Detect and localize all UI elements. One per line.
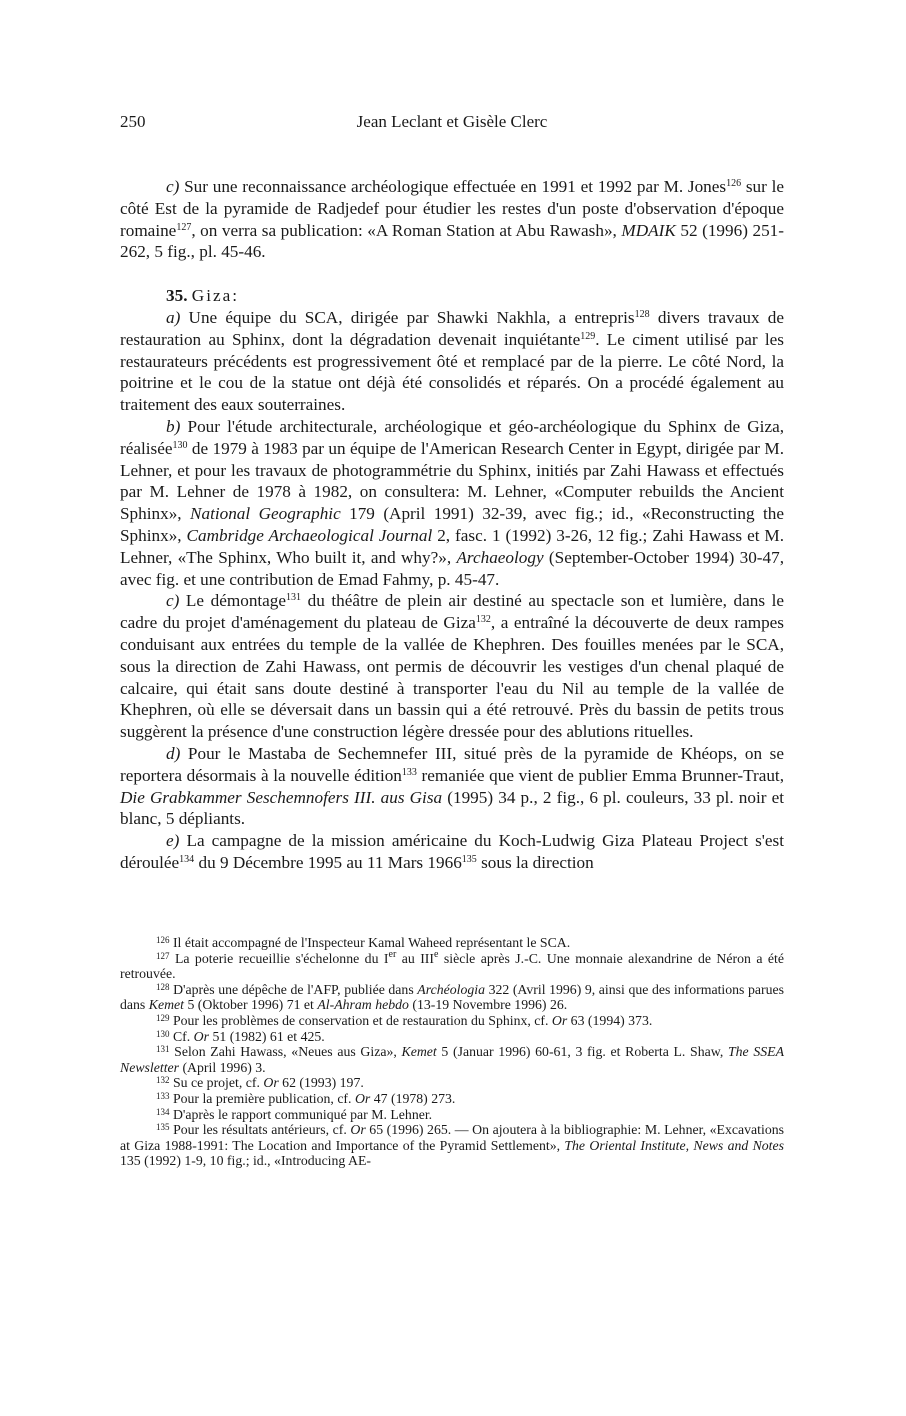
footnote-128: $^{128}$ D'après une dépêche de l'AFP, publiée dans Archéologia 322 (Avril 1996) 9, ainsi que des informations parues dans Kemet 5 (Oktober 1996) 71 et Al-Ahram hebdo (13-19 Novembre 1996) 26. bbox=[120, 981, 785, 1013]
footnote-135: $^{135}$ Pour les résultats antérieurs, cf. Or 65 (1996) 265. — On ajoutera à la bibliographie: M. Lehner, «Excavations at Giza 1988-1991: The Location and Importance of the Pyramid Settlement», The Oriental Institute, News and Notes 135 (1992) 1-9, 10 fig.; id., «Introducing AE- bbox=[120, 1122, 784, 1169]
footnote-ref: 128 bbox=[634, 308, 650, 320]
paragraph-e: e) La campagne de la mission américaine du Koch-Ludwig Giza Plateau Project s'est déroulée$^{134}$ du 9 Décembre 1995 au 11 Mars 1966$^{135}$ sous la direction bbox=[120, 831, 784, 872]
page-header bbox=[120, 112, 784, 134]
item-label: c) bbox=[166, 591, 180, 611]
footnote-ref: 134 bbox=[179, 853, 195, 865]
footnote-ref: 126 bbox=[726, 178, 742, 189]
footnote-number: 127 bbox=[156, 950, 170, 961]
footnote-127: $^{127}$ La poterie recueillie s'échelonne du Ier au IIIe siècle après J.-C. Une monnaie alexandrine de Néron a été retrouvée. bbox=[120, 948, 784, 982]
paragraph-d: d) Pour le Mastaba de Sechemnefer III, situé près de la pyramide de Khéops, on se reportera désormais à la nouvelle édition$^{133}$ remaniée que vient de publier Emma Brunner-Traut, Die Grabkammer Seschemnofers III. aus Gisa (1995) 34 p., 2 fig., 6 pl. couleurs, 33 pl. noir et blanc, 5 dépliants. bbox=[120, 743, 784, 829]
footnote-ref: 127 bbox=[176, 221, 192, 233]
section-title: Giza: bbox=[191, 286, 240, 306]
footnotes bbox=[120, 935, 784, 1169]
footnote-ref: 132 bbox=[475, 614, 491, 626]
footnote-number: 129 bbox=[156, 1012, 170, 1023]
item-label: d) bbox=[166, 743, 181, 763]
section-heading bbox=[120, 285, 784, 307]
paragraph-a: a) Une équipe du SCA, dirigée par Shawki Nakhla, a entrepris$^{128}$ divers travaux de restauration au Sphinx, dont la dégradation devenait inquiétante$^{129}$. Le ciment utilisé par les restaurateurs précédents est progressivement ôté et remplacé par de la pierre. Le côté Nord, la poitrine et le cou de la statue ont déjà été consolidés et réparés. On a procédé également au traitement des eaux souterraines. bbox=[120, 307, 784, 415]
footnote-ref: 131 bbox=[286, 592, 302, 604]
paragraph-c: c) Le démontage$^{131}$ du théâtre de plein air destiné au spectacle son et lumière, dans le cadre du projet d'aménagement du plateau de Giza$^{132}$, a entraîné la découverte de deux rampes conduisant aux entrées du temple de la vallée de Khephren. Des fouilles menées par le SCA, sous la direction de Zahi Hawass, ont permis de découvrir les vestiges d'un chenal plaqué de calcaire, qui était sans doute destiné à transporter l'eau du Nil au temple de la vallée de Khephren, où elle se déversait dans un bassin qui a été retrouvé. Près du bassin de petits trous suggèrent la présence d'une construction légère dressée pour des ablutions rituelles. bbox=[120, 591, 784, 742]
footnote-number: 128 bbox=[156, 981, 170, 992]
footnote-number: 130 bbox=[156, 1028, 170, 1039]
footnote-129: $^{129}$ Pour les problèmes de conservation et de restauration du Sphinx, cf. Or 63 (1994) 373. bbox=[156, 1012, 653, 1028]
footnote-ref: 129 bbox=[580, 330, 596, 342]
footnote-number: 134 bbox=[156, 1106, 170, 1117]
footnote-number: 132 bbox=[156, 1075, 170, 1086]
footnote-number: 131 bbox=[156, 1044, 170, 1055]
footnote-ref: 133 bbox=[401, 766, 417, 778]
footnote-132: $^{132}$ Su ce projet, cf. Or 62 (1993) 197. bbox=[156, 1075, 364, 1091]
body-text bbox=[120, 176, 784, 874]
paragraph-c-abu-rawash: c) Sur une reconnaissance archéologique effectuée en 1991 et 1992 par M. Jones$^{126}$ sur le côté Est de la pyramide de Radjedef pour étudier les restes d'un poste d'observation d'époque romaine$^{127}$, on verra sa publication: «A Roman Station at Abu Rawash», MDAIK 52 (1996) 251-262, 5 fig., pl. 45-46. bbox=[120, 177, 784, 262]
running-head: Jean Leclant et Gisèle Clerc bbox=[356, 112, 548, 131]
paragraph-b: b) Pour l'étude architecturale, archéologique et géo-archéologique du Sphinx de Giza, réalisée$^{130}$ de 1979 à 1983 par un équipe de l'American Research Center in Egypt, dirigée par M. Lehner, et pour les travaux de photogrammétrie du Sphinx, initiés par Zahi Hawass et effectués par M. Lehner de 1978 à 1982, on consultera: M. Lehner, «Computer rebuilds the Ancient Sphinx», National Geographic 179 (April 1991) 32-39, avec fig.; id., «Reconstructing the Sphinx», Cambridge Archaeological Journal 2, fasc. 1 (1992) 3-26, 12 fig.; Zahi Hawass et M. Lehner, «The Sphinx, Who built it, and why?», Archaeology (September-October 1994) 30-47, avec fig. et une contribution de Emad Fahmy, p. 45-47. bbox=[120, 416, 784, 589]
footnote-130: $^{130}$ Cf. Or 51 (1982) 61 et 425. bbox=[156, 1028, 325, 1044]
footnote-number: 126 bbox=[156, 935, 170, 945]
item-label: e) bbox=[166, 831, 180, 851]
footnote-131: $^{131}$ Selon Zahi Hawass, «Neues aus Giza», Kemet 5 (Januar 1996) 60-61, 3 fig. et Roberta L. Shaw, The SSEA Newsletter (April 1996) 3. bbox=[120, 1044, 784, 1075]
footnote-ref: 130 bbox=[172, 439, 188, 451]
footnote-134: $^{134}$ D'après le rapport communiqué par M. Lehner. bbox=[156, 1106, 433, 1122]
item-label: a) bbox=[166, 307, 181, 327]
section-number: 35. bbox=[166, 286, 188, 306]
page-number: 250 bbox=[120, 112, 146, 131]
item-label: b) bbox=[166, 416, 181, 436]
page bbox=[120, 112, 784, 874]
footnote-number: 133 bbox=[156, 1090, 170, 1101]
footnote-133: $^{133}$ Pour la première publication, cf. Or 47 (1978) 273. bbox=[156, 1090, 456, 1106]
footnote-ref: 135 bbox=[461, 853, 477, 865]
footnote-number: 135 bbox=[156, 1122, 170, 1133]
footnote-126: $^{126}$ Il était accompagné de l'Inspecteur Kamal Waheed représentant le SCA. bbox=[156, 935, 571, 950]
item-label: c) bbox=[166, 177, 180, 196]
